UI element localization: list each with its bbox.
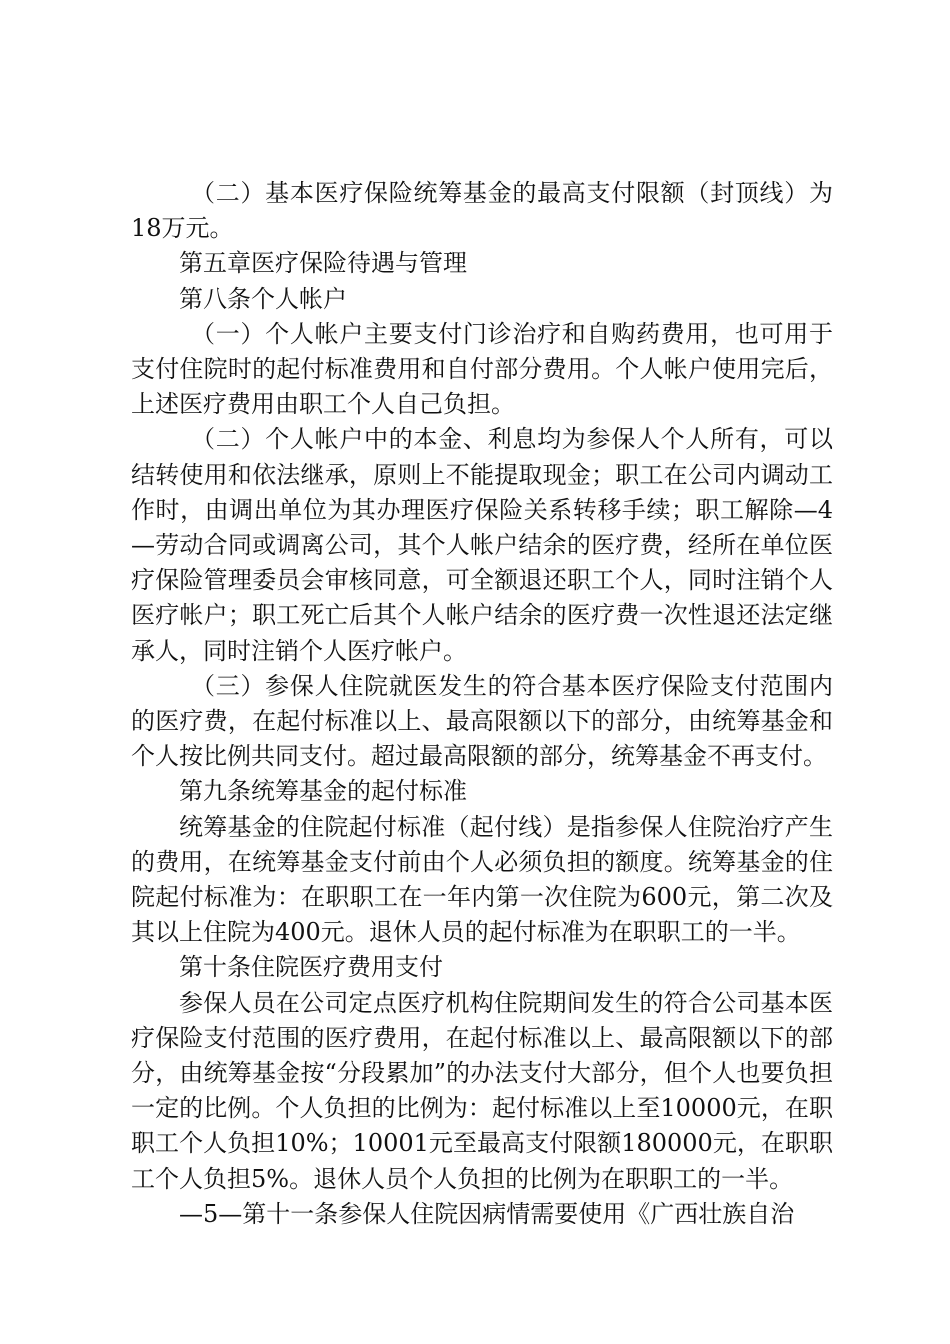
article-heading-8: 第八条个人帐户 [179,284,347,313]
paragraph-fund-cap: （二）基本医疗保险统筹基金的最高支付限额（封顶线）为18万元。 [131,179,833,243]
paragraph-payment: 参保人员在公司定点医疗机构住院期间发生的符合公司基本医疗保险支付范围的医疗费用，在起付标准以上、最高限额以下的部分，由统筹基金按“分段累加”的办法支付大部分，但个人也要负担一定的比例。个人负担的比例为：起付标准以上至10000元，在职职工个人负担10%；10001元至最高支付限额180000元，在职职工个人负担5%。退休人员个人负担的比例为在职职工的一半。 [131,988,833,1193]
paragraph-account-1: （一）个人帐户主要支付门诊治疗和自购药费用，也可用于支付住院时的起付标准费用和自付部分费用。个人帐户使用完后，上述医疗费用由职工个人自己负担。 [131,319,833,419]
paragraph-article-11: —5—第十一条参保人住院因病情需要使用《广西壮族自治 [179,1199,795,1228]
document-body [131,176,833,1232]
paragraph-account-2: （二）个人帐户中的本金、利息均为参保人个人所有，可以结转使用和依法继承，原则上不能提取现金；职工在公司内调动工作时，由调出单位为其办理医疗保险关系转移手续；职工解除—4—劳动合同或调离公司，其个人帐户结余的医疗费，经所在单位医疗保险管理委员会审核同意，可全额退还职工个人，同时注销个人医疗帐户；职工死亡后其个人帐户结余的医疗费一次性退还法定继承人，同时注销个人医疗帐户。 [131,425,833,665]
article-heading-9: 第九条统筹基金的起付标准 [179,777,467,806]
paragraph-account-3: （三）参保人住院就医发生的符合基本医疗保险支付范围内的医疗费，在起付标准以上、最高限额以下的部分，由统筹基金和个人按比例共同支付。超过最高限额的部分，统筹基金不再支付。 [131,671,833,771]
paragraph-threshold: 统筹基金的住院起付标准（起付线）是指参保人住院治疗产生的费用，在统筹基金支付前由个人必须负担的额度。统筹基金的住院起付标准为：在职职工在一年内第一次住院为600元，第二次及其以上住院为400元。退休人员的起付标准为在职职工的一半。 [131,812,833,947]
article-heading-10: 第十条住院医疗费用支付 [179,953,443,982]
chapter-heading: 第五章医疗保险待遇与管理 [179,249,467,278]
